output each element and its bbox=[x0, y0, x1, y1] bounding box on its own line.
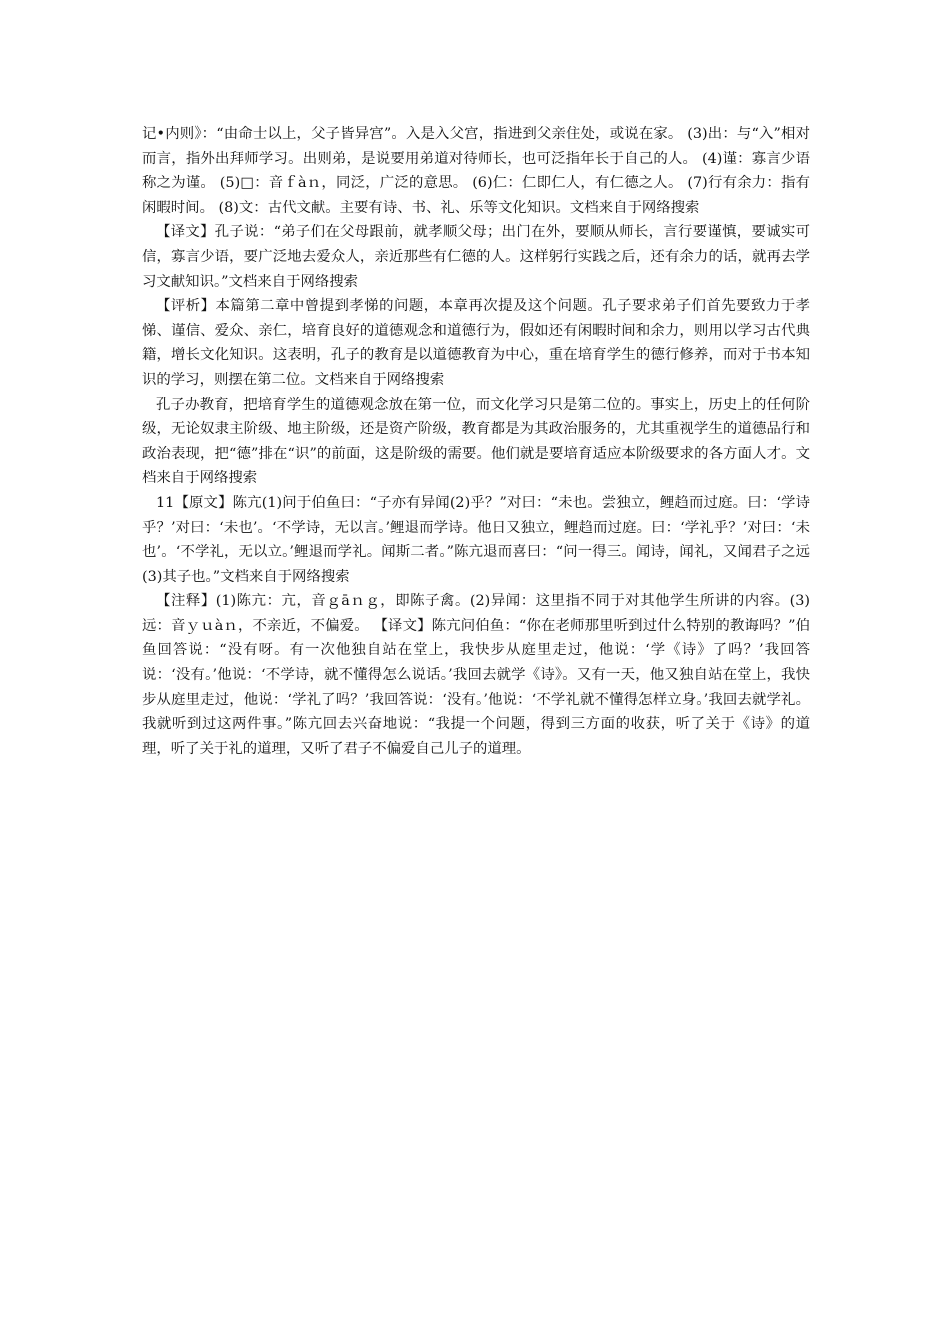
paragraph-translation: 【译文】孔子说：“弟子们在父母跟前，就孝顺父母；出门在外，要顺从师长，言行要谨慎，要诚实可信，寡言少语，要广泛地去爱众人，亲近那些有仁德的人。这样躬行实践之后，还有余力的话，就再去学习文献知识。”文档来自于网络搜索 bbox=[142, 224, 810, 290]
paragraph-original-text-11: 11【原文】陈亢(1)问于伯鱼曰：“子亦有异闻(2)乎？”对曰：“未也。尝独立，鲤趋而过庭。曰：‘学诗乎？’对曰：‘未也’。‘不学诗，无以言。’鲤退而学诗。他日又独立，鲤趋而过庭。曰：‘学礼乎？’对曰：‘未也’。‘不学礼，无以立。’鲤退而学礼。闻斯二者。”陈亢退而喜曰：“问一得三。闻诗，闻礼，又闻君子之远(3)其子也。”文档来自于网络搜索 bbox=[142, 494, 810, 585]
document-body bbox=[142, 122, 810, 761]
paragraph-annotation-translation-11: 【注释】(1)陈亢：亢，音ｇāｎｇ，即陈子禽。(2)异闻：这里指不同于对其他学生所讲的内容。(3)远：音ｙｕàｎ，不亲近，不偏爱。 【译文】陈亢问伯鱼：“你在老师那里听到过什么特别的教诲吗？”伯鱼回答说：“没有呀。有一次他独自站在堂上，我快步从庭里走过，他说：‘学《诗》了吗？’我回答说：‘没有。’他说：‘不学诗，就不懂得怎么说话。’我回去就学《诗》。又有一天，他又独自站在堂上，我快步从庭里走过，他说：‘学礼了吗？’我回答说：‘没有。’他说：‘不学礼就不懂得怎样立身。’我回去就学礼。我就听到过这两件事。”陈亢回去兴奋地说：“我提一个问题，得到三方面的收获，听了关于《诗》的道理，听了关于礼的道理，又听了君子不偏爱自己儿子的道理。 bbox=[142, 593, 810, 757]
paragraph-notes-continued: 记•内则》：“由命士以上，父子皆异宫”。入是入父宫，指进到父亲住处，或说在家。 (3)出：与“入”相对而言，指外出拜师学习。出则弟，是说要用弟道对待师长，也可泛指年长于自己的人。 (4)谨：寡言少语称之为谨。 (5)□：音ｆàｎ，同泛，广泛的意思。 (6)仁：仁即仁人，有仁德之人。 (7)行有余力：指有闲暇时间。 (8)文：古代文献。主要有诗、书、礼、乐等文化知识。文档来自于网络搜索 bbox=[142, 126, 810, 216]
paragraph-analysis: 【评析】本篇第二章中曾提到孝悌的问题，本章再次提及这个问题。孔子要求弟子们首先要致力于孝悌、谨信、爱众、亲仁，培育良好的道德观念和道德行为，假如还有闲暇时间和余力，则用以学习古代典籍，增长文化知识。这表明，孔子的教育是以道德教育为中心，重在培育学生的德行修养，而对于书本知识的学习，则摆在第二位。文档来自于网络搜索 bbox=[142, 298, 810, 388]
paragraph-commentary: 孔子办教育，把培育学生的道德观念放在第一位，而文化学习只是第二位的。事实上，历史上的任何阶级，无论奴隶主阶级、地主阶级，还是资产阶级，教育都是为其政治服务的，尤其重视学生的道德品行和政治表现，把“德”排在“识”的前面，这是阶级的需要。他们就是要培育适应本阶级要求的各方面人才。文档来自于网络搜索 bbox=[142, 396, 810, 487]
